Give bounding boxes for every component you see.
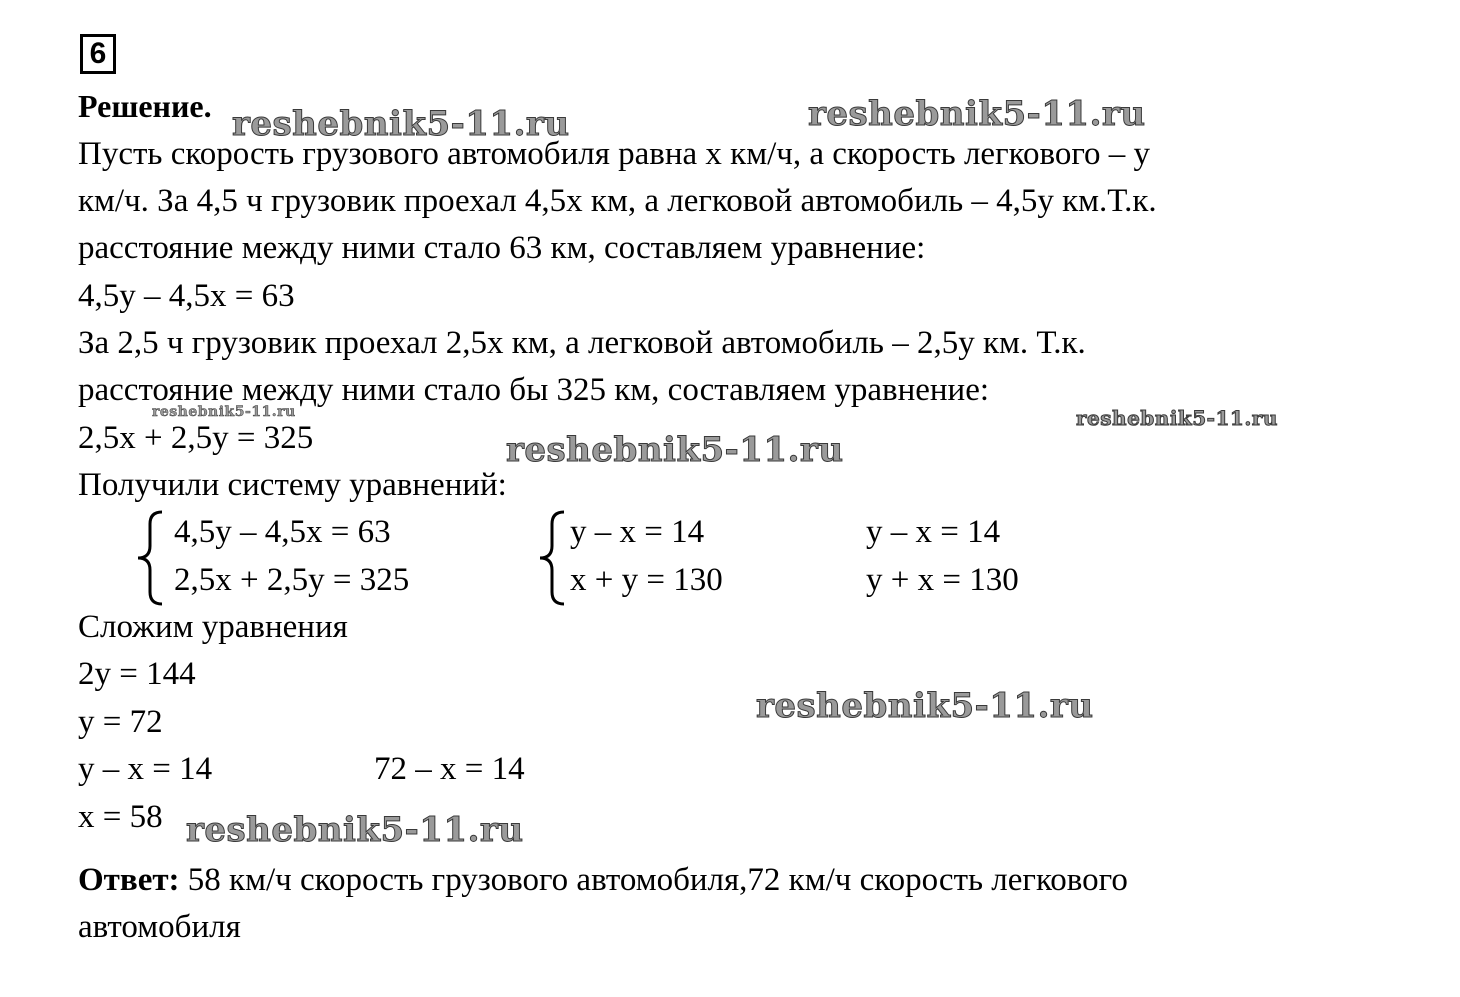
text-line-9: Сложим уравнения: [78, 609, 348, 645]
equation-line-6: x = 58: [78, 799, 163, 835]
watermark: reshebnik5-11.ru: [1076, 406, 1278, 430]
system1-equation-2: 2,5x + 2,5y = 325: [174, 562, 410, 598]
watermark: reshebnik5-11.ru: [506, 430, 844, 470]
watermark: reshebnik5-11.ru: [808, 94, 1146, 134]
system-brace-2: [530, 508, 570, 608]
system1-equation-1: 4,5y – 4,5x = 63: [174, 514, 391, 550]
watermark: reshebnik5-11.ru: [756, 686, 1094, 726]
watermark: reshebnik5-11.ru: [186, 810, 524, 850]
text-line-8: Получили систему уравнений:: [78, 467, 507, 503]
equation-line-5a: y – x = 14: [78, 751, 213, 787]
watermark: reshebnik5-11.ru: [152, 404, 296, 420]
task-number-box: 6: [80, 34, 116, 74]
text-line-1: Пусть скорость грузового автомобиля равна x км/ч, а скорость легкового – y: [78, 136, 1151, 172]
system3-equation-2: y + x = 130: [866, 562, 1019, 598]
equation-line-5b: 72 – x = 14: [374, 751, 525, 787]
text-line-2: км/ч. За 4,5 ч грузовик проехал 4,5x км, а легковой автомобиль – 4,5y км.Т.к.: [78, 183, 1157, 219]
text-line-6: расстояние между ними стало бы 325 км, составляем уравнение:: [78, 372, 990, 408]
equation-line-1: 4,5y – 4,5x = 63: [78, 278, 295, 314]
answer-line-2: автомобиля: [78, 909, 241, 945]
system-brace-1: [128, 508, 168, 608]
text-line-5: За 2,5 ч грузовик проехал 2,5x км, а легковой автомобиль – 2,5y км. Т.к.: [78, 325, 1086, 361]
system2-equation-2: x + y = 130: [570, 562, 723, 598]
equation-line-4: y = 72: [78, 704, 163, 740]
equation-line-3: 2y = 144: [78, 656, 196, 692]
answer-label: Ответ:: [78, 862, 180, 898]
equation-line-2: 2,5x + 2,5y = 325: [78, 420, 314, 456]
answer-text: 58 км/ч скорость грузового автомобиля,72 км/ч скорость легкового: [187, 862, 1128, 898]
system2-equation-1: y – x = 14: [570, 514, 705, 550]
system3-equation-1: y – x = 14: [866, 514, 1001, 550]
watermark: reshebnik5-11.ru: [232, 104, 570, 144]
answer-line: [78, 860, 1128, 900]
solution-heading: Решение.: [78, 88, 212, 124]
text-line-3: расстояние между ними стало 63 км, составляем уравнение:: [78, 230, 926, 266]
